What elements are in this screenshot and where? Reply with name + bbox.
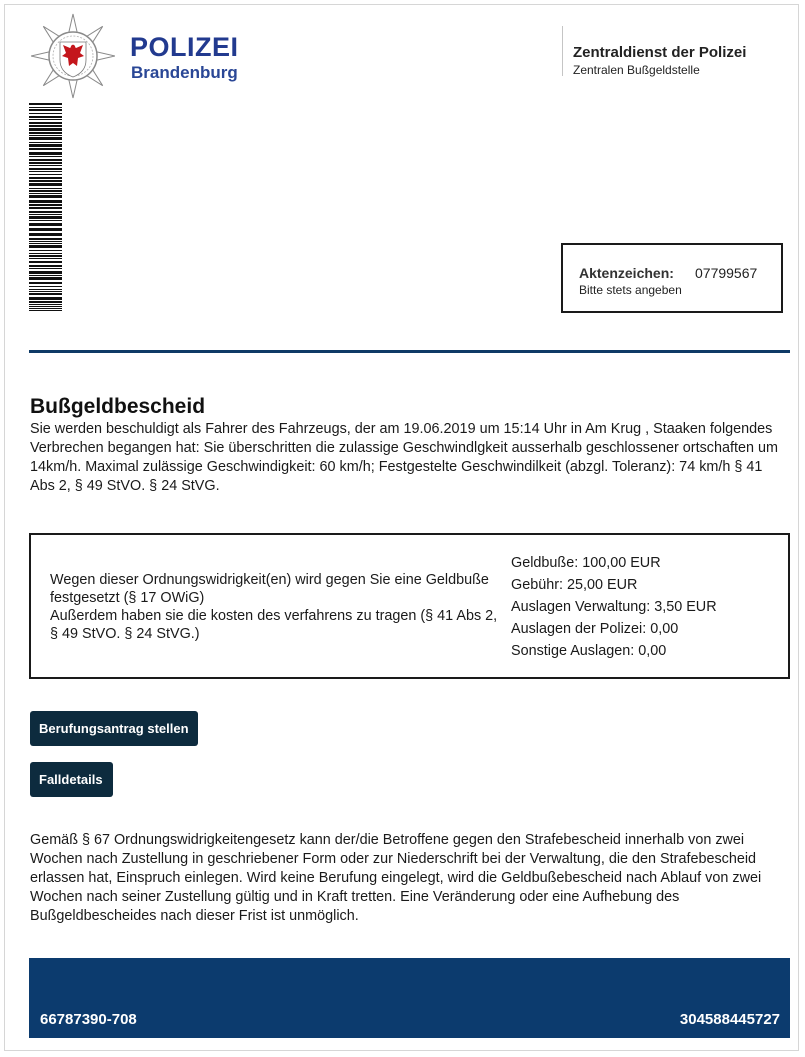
fee-item-fine: Geldbuße: 100,00 EUR xyxy=(511,555,661,571)
case-number-label: Aktenzeichen: xyxy=(579,265,674,281)
section-divider xyxy=(29,350,790,353)
case-number-hint: Bitte stets angeben xyxy=(579,283,682,297)
barcode-icon xyxy=(29,103,62,311)
brand-subtitle: Brandenburg xyxy=(131,63,238,82)
document-page xyxy=(4,4,799,1051)
brand-title: POLIZEI xyxy=(130,32,239,62)
penalty-text-line1: Wegen dieser Ordnungswidrigkeit(en) wird gegen Sie eine Geldbuße festgesetzt (§ 17 OWiG) xyxy=(50,572,489,606)
police-star-logo-icon xyxy=(31,13,115,99)
fee-list xyxy=(511,552,717,662)
legal-notice-text: Gemäß § 67 Ordnungswidrigkeitengesetz kann der/die Betroffene gegen den Strafebescheid innerhalb von zwei Wochen nach Zustellung in geschriebener Form oder zur Niederschrift bei der Verwaltung, die den Strafebescheid erlassen hat, Einspruch einlegen. Wird keine Berufung eingelegt, wird die Geldbußebescheid nach Ablauf von zwei Wochen nach seiner Zustellung gültig und in Kraft tretten. Eine Veränderung oder eine Aufhebung des Bußgeldbescheides nach dieser Frist ist unmöglich. xyxy=(30,832,762,924)
fee-item-admin-expenses: Auslagen Verwaltung: 3,50 EUR xyxy=(511,599,717,615)
fee-item-charge: Gebühr: 25,00 EUR xyxy=(511,577,638,593)
penalty-text-line2: Außerdem haben sie die kosten des verfahrens zu tragen (§ 41 Abs 2, § 49 StVO. § 24 StVG.) xyxy=(50,608,498,642)
penalty-box xyxy=(29,533,790,679)
department-subtitle: Zentralen Bußgeldstelle xyxy=(573,63,700,77)
footer-bar xyxy=(29,958,790,1038)
case-details-button[interactable]: Falldetails xyxy=(30,762,113,797)
document-title: Bußgeldbescheid xyxy=(30,395,206,418)
footer-right-code: 304588445727 xyxy=(679,1011,780,1028)
header-divider xyxy=(562,26,563,76)
accusation-text: Sie werden beschuldigt als Fahrer des Fahrzeugs, der am 19.06.2019 um 15:14 Uhr in Am Krug , Staaken folgendes Verbrechen begangen hat: Sie überschritten die zulassige Geschwindlgkeit ausserhalb geschlossener ortschaften um 14km/h. Maximal zulässige Geschwindigkeit: 60 km/h; Festgestelte Geschwindilkeit (abzgl. Toleranz): 74 km/h § 41 Abs 2, § 49 StVO. § 24 StVG. xyxy=(30,421,778,494)
fee-item-other-expenses: Sonstige Auslagen: 0,00 xyxy=(511,643,667,659)
fee-item-police-expenses: Auslagen der Polizei: 0,00 xyxy=(511,621,679,637)
appeal-button[interactable]: Berufungsantrag stellen xyxy=(30,711,198,746)
case-number-box xyxy=(561,243,783,313)
case-number-value: 07799567 xyxy=(695,265,758,281)
footer-left-code: 66787390-708 xyxy=(40,1011,137,1028)
penalty-description xyxy=(50,571,505,643)
department-title: Zentraldienst der Polizei xyxy=(573,44,747,61)
